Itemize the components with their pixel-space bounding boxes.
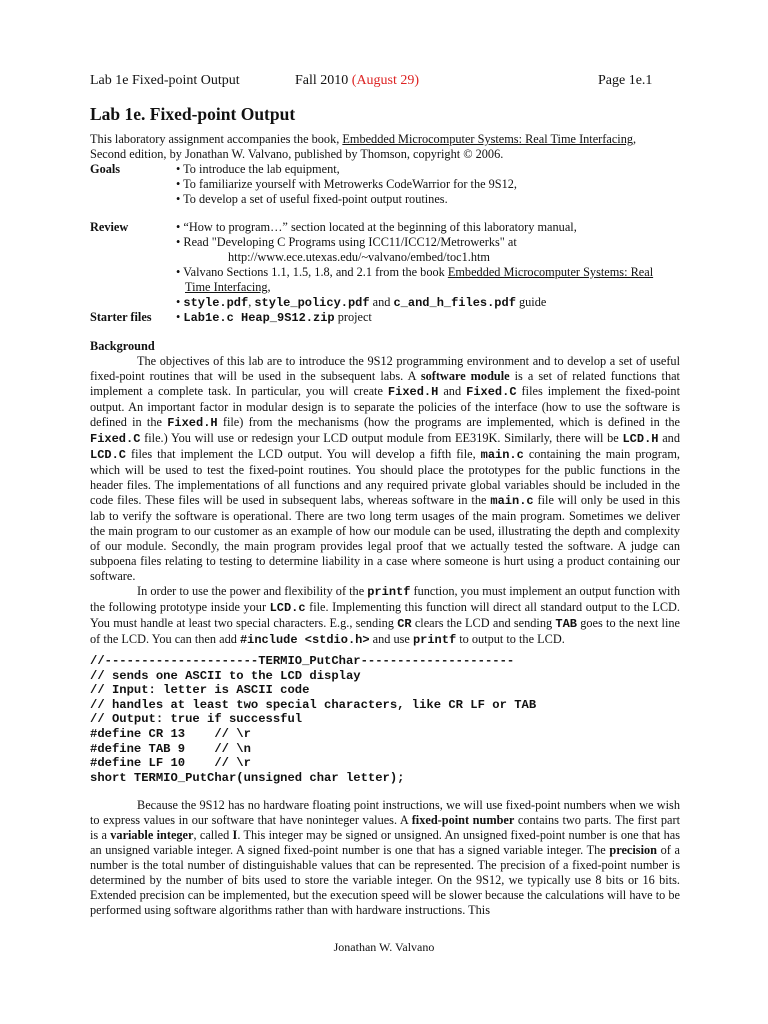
goals-item: • To familiarize yourself with Metrowerks CodeWarrior for the 9S12, bbox=[176, 177, 517, 191]
code-line: #define CR 13 // \r bbox=[90, 726, 251, 741]
review-url[interactable]: http://www.ece.utexas.edu/~valvano/embed/toc1.htm bbox=[228, 250, 490, 264]
review-item: • “How to program…” section located at the beginning of this laboratory manual, bbox=[176, 220, 577, 234]
goals-row bbox=[90, 192, 680, 207]
book-title-link[interactable]: Time Interfacing bbox=[185, 280, 268, 294]
starter-item bbox=[176, 310, 372, 326]
review-item bbox=[176, 295, 546, 311]
goals-row bbox=[90, 177, 680, 192]
background-paragraph: In order to use the power and flexibility of the printf function, you must implement an output function with the following prototype inside your LCD.c file. Implementing this function will direct all standard output to the LCD. You must handle at least two special characters. E.g., sending CR clears the LCD and sending TAB goes to the next line of the LCD. You can then add #include <stdio.h> and use printf to output to the LCD. bbox=[90, 584, 680, 647]
review-row bbox=[90, 265, 680, 280]
bullet: • bbox=[176, 295, 184, 309]
goals-item: • To introduce the lab equipment, bbox=[176, 162, 340, 176]
goals-item: • To develop a set of useful fixed-point output routines. bbox=[176, 192, 448, 206]
code-line: #define LF 10 // \r bbox=[90, 756, 251, 771]
review-row bbox=[90, 250, 680, 265]
header-lab-title: Lab 1e Fixed-point Output bbox=[90, 73, 240, 88]
background-heading: Background bbox=[90, 339, 155, 353]
fixed-point-section bbox=[90, 798, 680, 918]
code-line: #define TAB 9 // \n bbox=[90, 741, 251, 756]
file-name: c_and_h_files.pdf bbox=[393, 296, 516, 310]
bullet: • bbox=[176, 310, 184, 324]
header-semester bbox=[295, 73, 419, 89]
intro-line-1 bbox=[90, 132, 680, 147]
separator: and bbox=[369, 295, 394, 309]
intro-section bbox=[90, 132, 680, 325]
review-item-text: • Valvano Sections 1.1, 1.5, 1.8, and 2.1 from the book bbox=[176, 265, 448, 279]
starter-label: Starter files bbox=[90, 310, 152, 324]
code-line: //---------------------TERMIO_PutChar--------------------- bbox=[90, 654, 515, 668]
goals-label: Goals bbox=[90, 162, 121, 176]
background-section bbox=[90, 339, 680, 648]
background-paragraph: The objectives of this lab are to introduce the 9S12 programming environment and to develop a set of useful fixed-point routines that will be used in the subsequent labs. A software module is a set of related functions that implement a complete task. In particular, you will create Fixed.H and Fixed.C files implement the fixed-point output. An important factor in modular design is to separate the policies of the interface (how to use the software is defined in the Fixed.H file) from the mechanisms (how the programs are implemented, which is defined in the Fixed.C file.) You will use or redesign your LCD output module from EE319K. Similarly, there will be LCD.H and LCD.C files that implement the LCD output. You will develop a fifth file, main.c containing the main program, which will be used to test the fixed-point routines. You should place the prototypes for the public functions in the header files. The implementations of all functions and any required private global variables should be included in the code files. These files will be used in subsequent labs, whereas software in the main.c file will only be used in this lab to verify the software is operational. There are two long term usages of the main program. Sometimes we deliver the main program to our customer as an example of how our module can be used, illustrating the depth and complexity of our module. Secondly, the main program provides legal proof that we actually tested the software. A judge can subpoena files relating to testing to determine liability in a case where someone is hurt using a product containing our software. bbox=[90, 354, 680, 583]
code-line: // Input: letter is ASCII code bbox=[90, 683, 310, 698]
starter-row bbox=[90, 310, 680, 325]
spacer bbox=[90, 207, 680, 220]
review-item: • Read "Developing C Programs using ICC11/ICC12/Metrowerks" at bbox=[176, 235, 517, 249]
review-row bbox=[90, 280, 680, 295]
code-line: short TERMIO_PutChar(unsigned char letter); bbox=[90, 770, 405, 785]
goals-row bbox=[90, 162, 680, 177]
review-item-text: , bbox=[267, 280, 271, 294]
review-item bbox=[185, 280, 271, 295]
code-block bbox=[90, 654, 536, 785]
page-title: Lab 1e. Fixed-point Output bbox=[90, 104, 296, 124]
file-name: style.pdf bbox=[183, 296, 249, 310]
intro-line-2: Second edition, by Jonathan W. Valvano, published by Thomson, copyright © 2006. bbox=[90, 147, 504, 161]
review-row bbox=[90, 220, 680, 235]
review-row bbox=[90, 235, 680, 250]
code-line: // handles at least two special characters, like CR LF or TAB bbox=[90, 697, 537, 712]
file-name: Lab1e.c Heap_9S12.zip bbox=[183, 311, 335, 325]
book-title-link[interactable]: Embedded Microcomputer Systems: Real Time Interfacing bbox=[342, 132, 634, 146]
file-name: style_policy.pdf bbox=[254, 296, 370, 310]
header-semester-text: Fall 2010 bbox=[295, 73, 349, 88]
review-item-text: guide bbox=[515, 295, 547, 309]
review-label: Review bbox=[90, 220, 129, 234]
header-date: (August 29) bbox=[351, 73, 420, 88]
fixed-point-paragraph: Because the 9S12 has no hardware floating point instructions, we will use fixed-point numbers when we wish to express values in our software that have noninteger values. A fixed-point number contains two parts. The first part is a variable integer, called I. This integer may be signed or unsigned. An unsigned fixed-point number is one that has an unsigned variable integer. A signed fixed-point number is one that has a signed variable integer. The precision of a number is the total number of distinguishable values that can be represented. The precision of a fixed-point number is determined by the number of bits used to store the variable integer. On the 9S12, we typically use 8 bits or 16 bits. Extended precision can be implemented, but the execution speed will be slower because the calculations will have to be performed using software algorithms rather than with hardware instructions. This bbox=[90, 798, 681, 917]
code-line: // Output: true if successful bbox=[90, 712, 303, 727]
starter-text: project bbox=[334, 310, 372, 324]
intro-text: This laboratory assignment accompanies the book, bbox=[90, 132, 343, 146]
intro-comma: , bbox=[633, 132, 637, 146]
review-item bbox=[176, 265, 653, 280]
separator: , bbox=[248, 295, 255, 309]
code-line: // sends one ASCII to the LCD display bbox=[90, 668, 361, 683]
page-footer-author: Jonathan W. Valvano bbox=[333, 940, 435, 954]
book-title-link[interactable]: Embedded Microcomputer Systems: Real bbox=[447, 265, 654, 279]
review-row bbox=[90, 295, 680, 310]
header-page-number: Page 1e.1 bbox=[598, 73, 653, 88]
